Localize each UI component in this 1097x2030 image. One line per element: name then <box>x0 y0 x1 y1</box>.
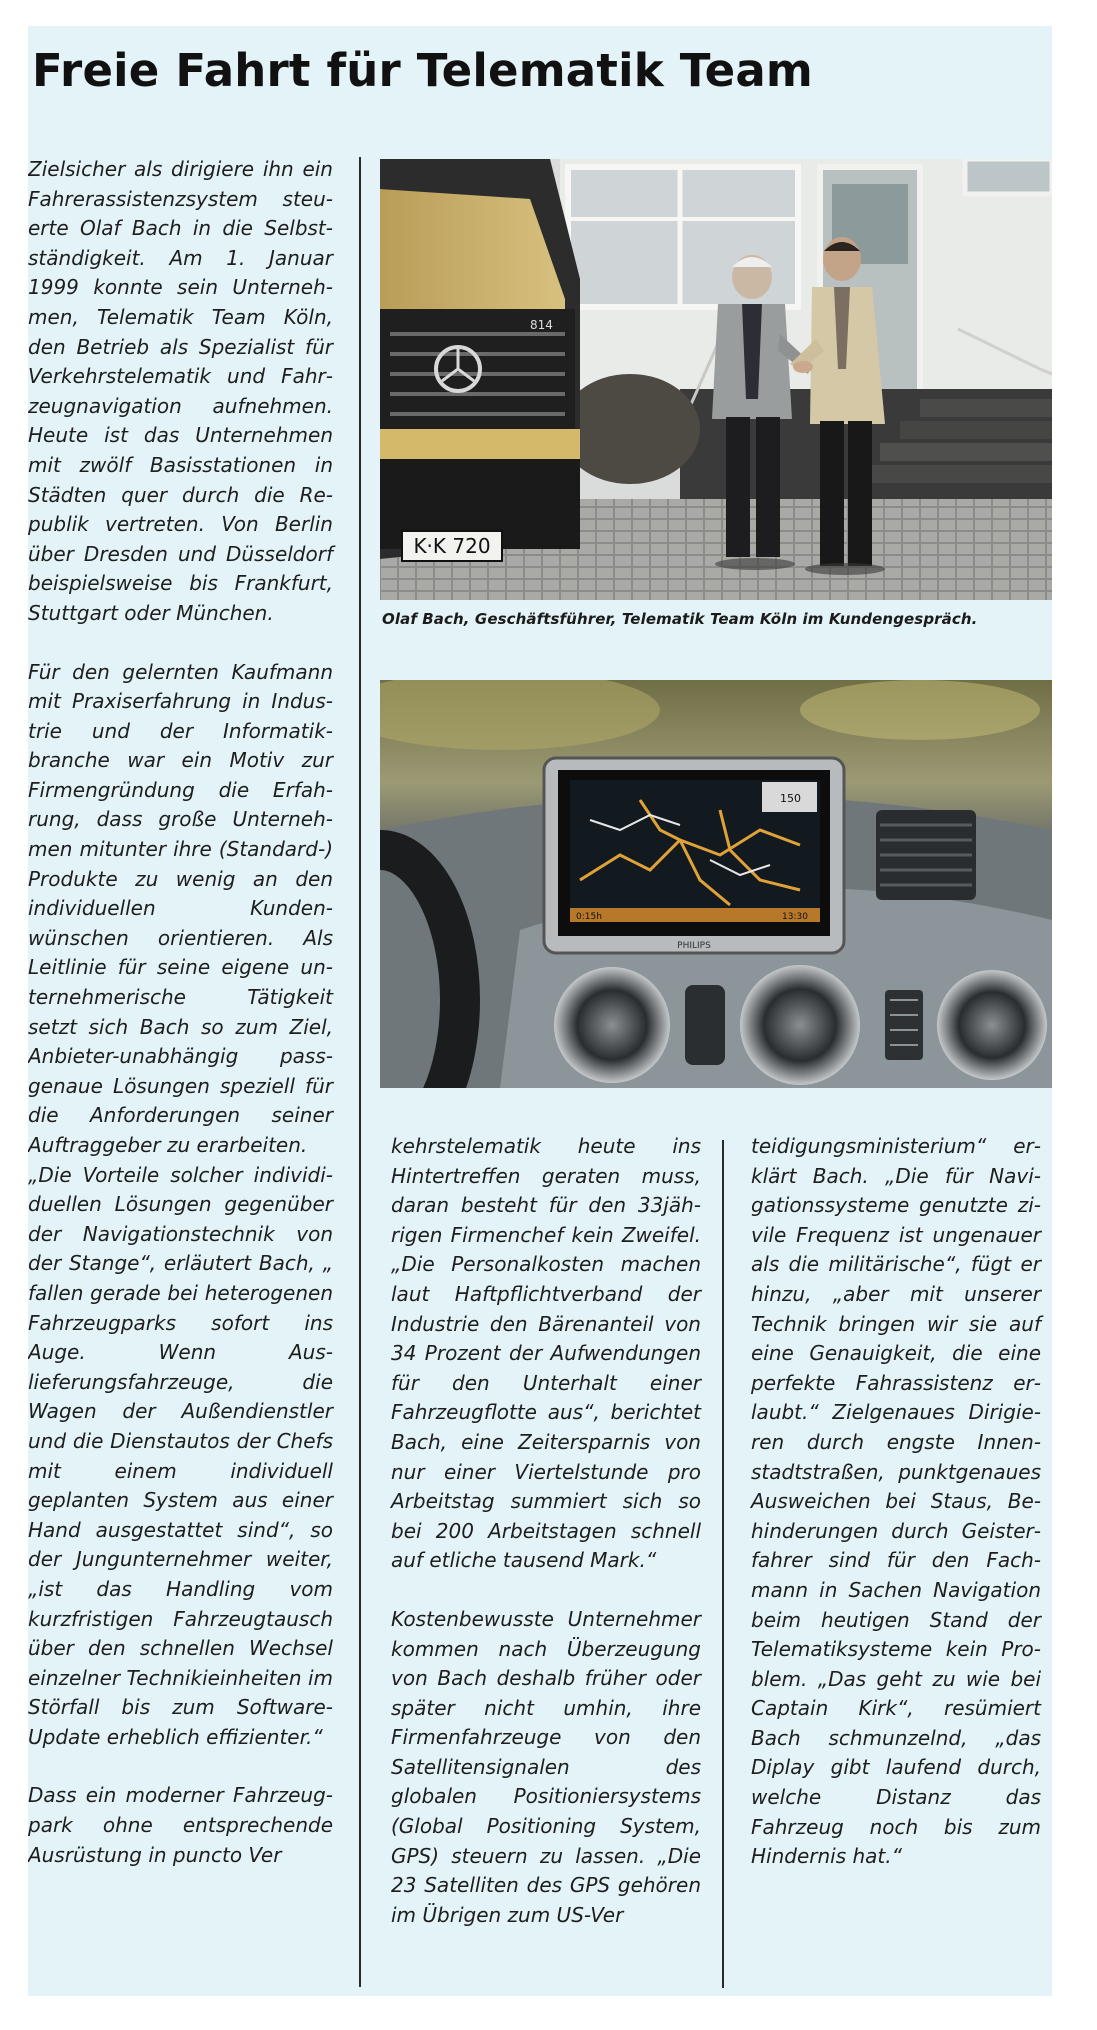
article-page <box>28 26 1052 1996</box>
column-divider <box>359 157 361 1987</box>
paragraph: teidigungsministerium“ erklärt Bach. „Die für Navigationssysteme genutzte zivile Frequenz ist ungenauer als die militärische“, fügt er hinzu, „aber mit unserer Technik bringen wir sie auf eine Genauigkeit, die eine perfekte Fahrassistenz erlaubt.“ Zielgenaues Dirigieren durch engste Innenstadtstraßen, punktgenaues Ausweichen bei Staus, Behinderungen durch Geisterfahrer sind für den Fachmann in Sachen Navigation beim heutigen Stand der Telematiksysteme kein Problem. „Das geht zu wie bei Captain Kirk“, resümiert Bach schmunzelnd, „das Diplay gibt laufend durch, welche Distanz das Fahrzeug noch bis zum Hindernis hat.“ <box>751 1134 1041 1869</box>
paragraph: Dass ein moderner Fahrzeugpark ohne entsprechende Ausrüstung in puncto Ver <box>28 1783 333 1867</box>
truck-badge-text: 814 <box>530 318 553 332</box>
text-column-2 <box>391 1132 701 1930</box>
photo-navigation-illustration <box>380 680 1052 1088</box>
paragraph: Für den gelernten Kaufmann mit Praxiserfahrung in Industrie und der Informatikbranche war ein Motiv zur Firmengründung die Erfahrung, dass große Unternehmen mitunter ihre (Standard-) Produkte zu wenig an den individuellen Kundenwünschen orientieren. Als Leitlinie für seine eigene unternehmerische Tätigkeit setzt sich Bach so zum Ziel, Anbieter-unabhängig passgenaue Lösungen speziell für die Anforderungen seiner Auftraggeber zu erarbeiten. <box>28 659 333 1157</box>
article-title: Freie Fahrt für Telematik Team <box>32 44 813 97</box>
photo-handshake-illustration <box>380 159 1052 600</box>
photo-handshake <box>380 159 1052 600</box>
device-brand-text: PHILIPS <box>677 941 711 951</box>
nav-screen-distance: 150 <box>780 792 801 805</box>
text-column-3 <box>751 1132 1041 1872</box>
paragraph: kehrstelematik heute ins Hintertreffen geraten muss, daran besteht für den 33jährigen Firmenchef kein Zweifel. „Die Personalkosten machen laut Haftpflichtverband der Industrie den Bärenanteil von 34 Prozent der Aufwendungen für den Unterhalt einer Fahrzeugflotte aus“, berichtet Bach, eine Zeitersparnis von nur einer Viertelstunde pro Arbeitstag summiert sich so bei 200 Arbeitstagen schnell auf etliche tausend Mark.“ <box>391 1134 701 1573</box>
nav-screen-time: 0:15h <box>576 912 602 922</box>
paragraph: Zielsicher als dirigiere ihn ein Fahrerassistenzsystem steuerte Olaf Bach in die Selbstständigkeit. Am 1. Januar 1999 konnte sein Unternehmen, Telematik Team Köln, den Betrieb als Spezialist für Verkehrstelematik und Fahrzeugnavigation aufnehmen. Heute ist das Unternehmen mit zwölf Basisstationen in Städten quer durch die Republik vertreten. Von Berlin über Dresden und Düsseldorf beispielsweise bis Frankfurt, Stuttgart oder München. <box>28 157 333 625</box>
paragraph: „Die Vorteile solcher individiduellen Lösungen gegenüber der Navigationstechnik von der Stange“, erläutert Bach, „ fallen gerade bei heterogenen Fahrzeugparks sofort ins Auge. Wenn Auslieferungsfahrzeuge, die Wagen der Außendienstler und die Dienstautos der Chefs mit einem individuell geplanten System aus einer Hand ausgestattet sind“, so der Jungunternehmer weiter, „ist das Handling vom kurzfristigen Fahrzeugtausch über den schnellen Wechsel einzelner Technikieinheiten im Störfall bis zum Software-Update erheblich effizienter.“ <box>28 1162 333 1749</box>
photo-navigation-device <box>380 680 1052 1088</box>
nav-screen-clock: 13:30 <box>782 912 808 922</box>
text-column-1 <box>28 155 333 1870</box>
photo-caption: Olaf Bach, Geschäftsführer, Telematik Team Köln im Kundengespräch. <box>382 610 978 628</box>
column-divider <box>722 1140 724 1988</box>
truck-plate-text: K·K 720 <box>413 534 491 558</box>
paragraph: Kostenbewusste Unternehmer kommen nach Überzeugung von Bach deshalb früher oder später nicht umhin, ihre Firmenfahrzeuge von den Satellitensignalen des globalen Positioniersystems (Global Positioning System, GPS) steuern zu lassen. „Die 23 Satelliten des GPS gehören im Übrigen zum US-Ver <box>391 1606 701 1927</box>
